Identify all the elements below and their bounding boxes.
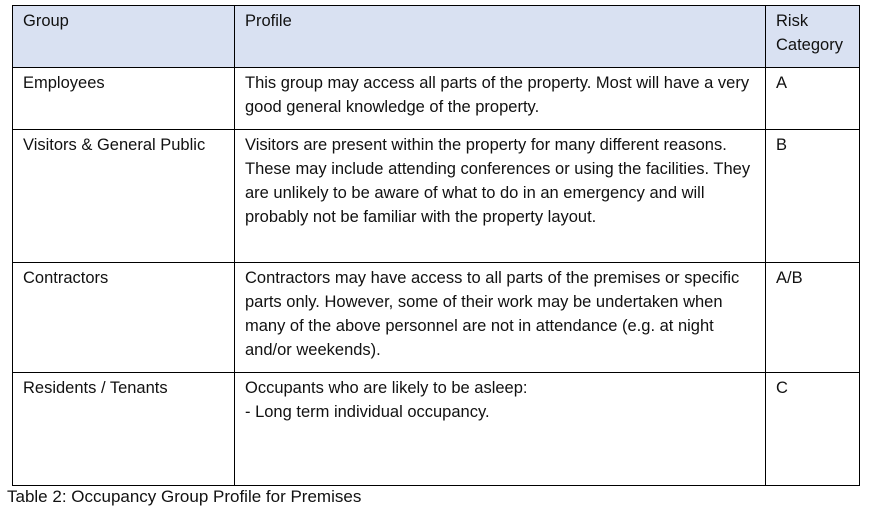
table-caption: Table 2: Occupancy Group Profile for Premises bbox=[7, 487, 362, 506]
table-row bbox=[13, 130, 860, 263]
profile-cell bbox=[235, 373, 766, 486]
table-row bbox=[13, 263, 860, 373]
header-profile: Profile bbox=[235, 6, 766, 68]
risk-cell: A/B bbox=[766, 263, 860, 373]
occupancy-table bbox=[12, 5, 860, 486]
table-header-row bbox=[13, 6, 860, 68]
table-row bbox=[13, 373, 860, 486]
profile-cell: This group may access all parts of the property. Most will have a very good general knowledge of the property. bbox=[235, 68, 766, 130]
risk-cell: B bbox=[766, 130, 860, 263]
header-group: Group bbox=[13, 6, 235, 68]
risk-cell: C bbox=[766, 373, 860, 486]
group-cell: Employees bbox=[13, 68, 235, 130]
table-row bbox=[13, 68, 860, 130]
risk-cell: A bbox=[766, 68, 860, 130]
profile-line: - Long term individual occupancy. bbox=[245, 403, 490, 421]
header-risk-category: Risk Category bbox=[766, 6, 860, 68]
group-cell: Residents / Tenants bbox=[13, 373, 235, 486]
group-cell: Contractors bbox=[13, 263, 235, 373]
group-cell: Visitors & General Public bbox=[13, 130, 235, 263]
profile-cell: Contractors may have access to all parts of the premises or specific parts only. However, some of their work may be undertaken when many of the above personnel are not in attendance (e.g. at night and/or weekends). bbox=[235, 263, 766, 373]
profile-line: Occupants who are likely to be asleep: bbox=[245, 379, 528, 397]
profile-cell: Visitors are present within the property for many different reasons. These may include attending conferences or using the facilities. They are unlikely to be aware of what to do in an emergency and will probably not be familiar with the property layout. bbox=[235, 130, 766, 263]
